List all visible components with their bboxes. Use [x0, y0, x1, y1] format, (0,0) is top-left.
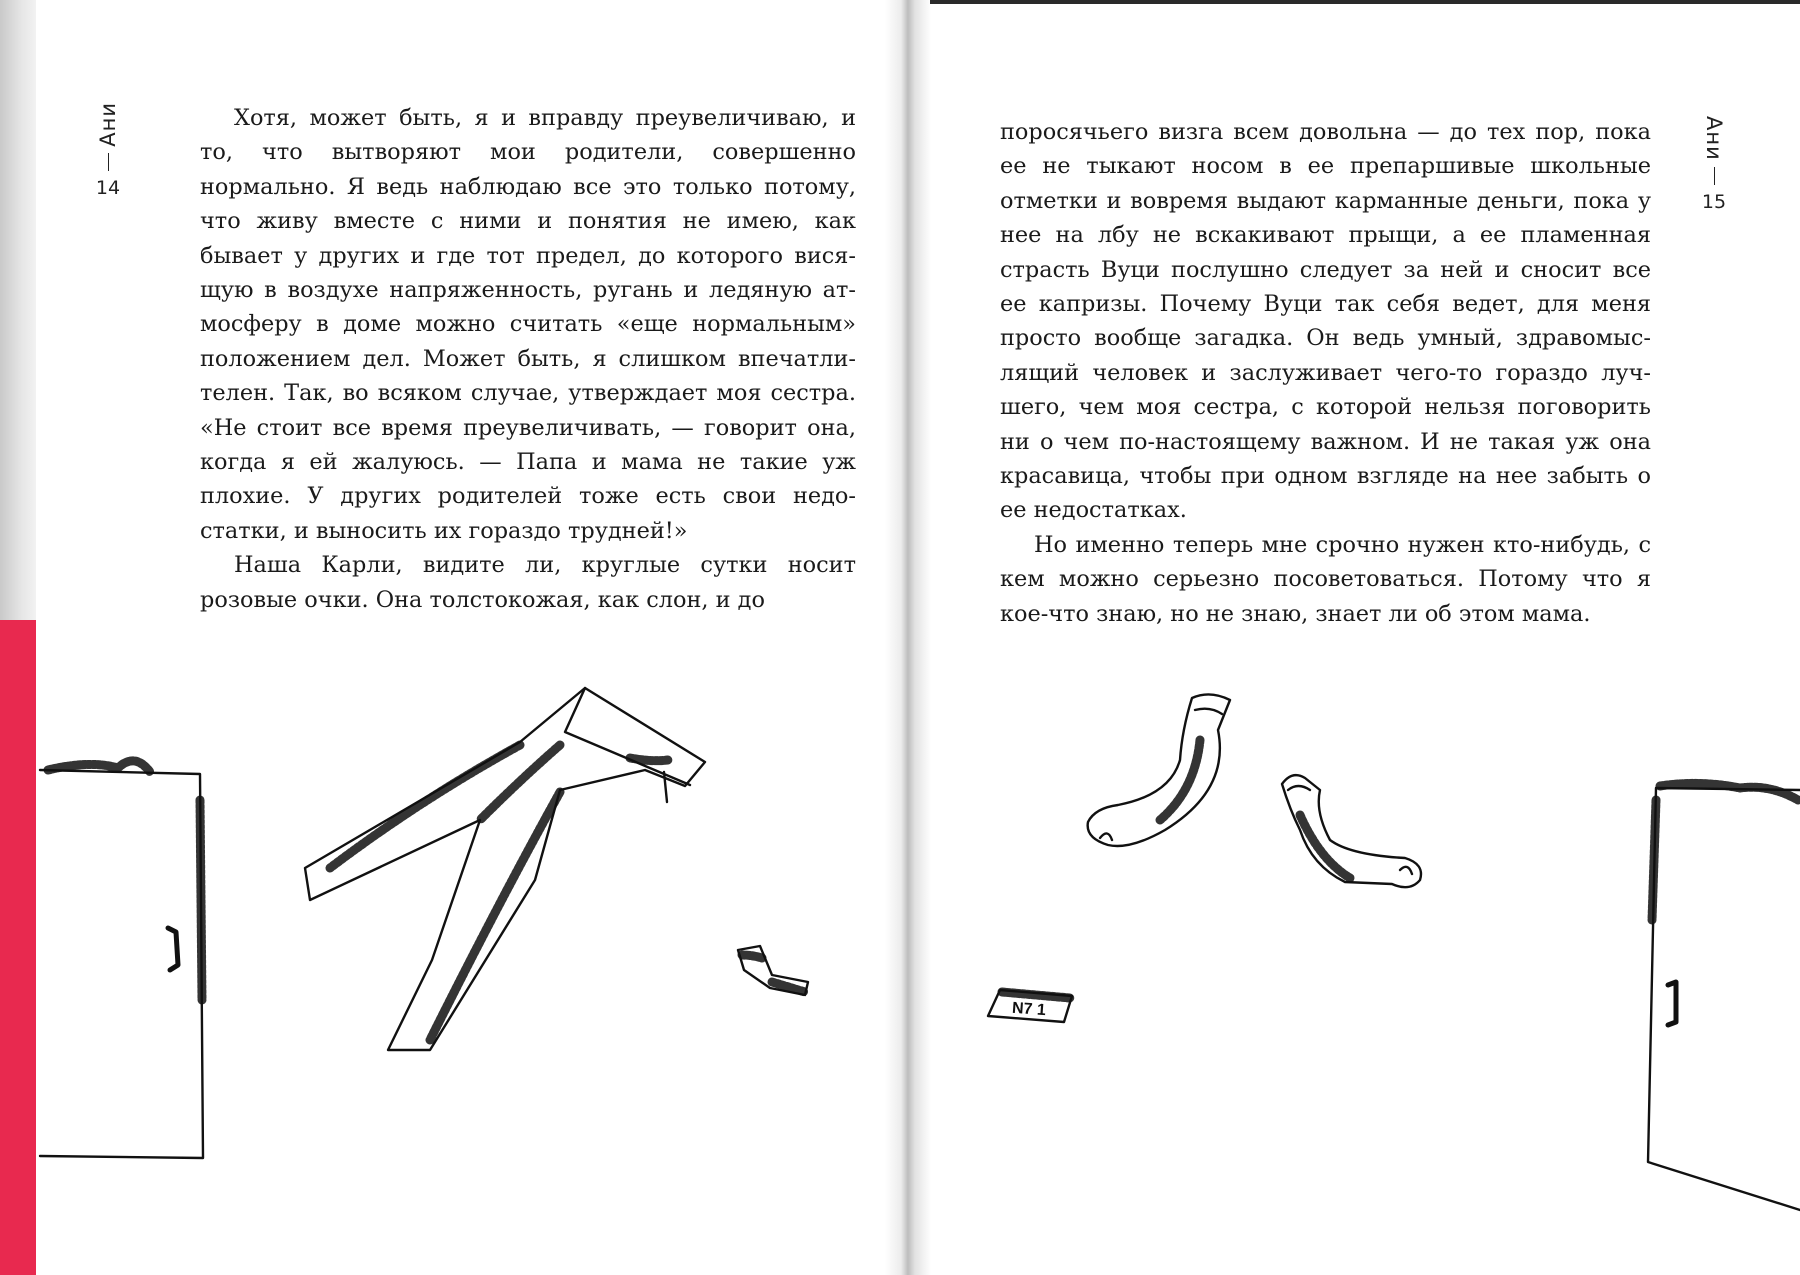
paragraph-continued: поросячьего визга всем довольна — до тех пор, пока ее не тыкают носом в ее препаршивые школьные отметки и вовремя выдают карманные деньги, пока у нее на лбу не вскакивают прыщи, а ее пламенная страсть Вуци послушно следует за ней и сносит все ее капризы. Почему Вуци так себя ведет, для меня просто вообще загадка. Он ведь умный, здравомыслящий человек и заслуживает чего-то гораздо лучшего, чем моя сестра, с которой нельзя поговорить ни о чем по-настоящему важном. И не такая уж она красавица, чтобы при одном взгляде на нее забыть о ее недостатках. [1000, 119, 1651, 524]
running-head-title: Ани [1702, 116, 1726, 161]
book-cover-edge [0, 0, 36, 1275]
running-head-rule [1714, 167, 1715, 185]
paragraph: Хотя, может быть, я и вправду преувеличиваю, и то, что вытворяют мои родители, совершенно нормально. Я ведь наблюдаю все это только потому, что живу вместе с ними и понятия не имею, как бывает у других и где тот предел, до которого висящую в воздухе напряженность, ругань и ледяную атмосферу в доме можно считать «еще нормальным» положением дел. Может быть, я слишком впечатлителен. Так, во всяком случае, утверждает моя сестра. «Не стоит все время преувеличивать, — говорит она, когда я ей жалуюсь. — Папа и мама не такие уж плохие. У других родителей тоже есть свои недостатки, и выносить их гораздо трудней!» [200, 105, 856, 544]
running-head-title: Ани [96, 102, 120, 147]
left-running-head [88, 102, 128, 199]
right-running-head [1694, 116, 1734, 213]
page-number: 14 [95, 176, 121, 199]
running-head-rule [108, 153, 109, 171]
right-page-text [1000, 115, 1651, 631]
ticket-mark: N7 1 [1011, 999, 1047, 1020]
page-number: 15 [1701, 190, 1727, 213]
paragraph: Наша Карли, видите ли, круглые сутки носит розовые очки. Она толстокожая, как слон, и до [200, 552, 856, 613]
left-page-text [200, 101, 856, 617]
paragraph: Но именно теперь мне срочно нужен кто-нибудь, с кем можно серьезно посоветоваться. Потому что я кое-что знаю, но не знаю, знает ли об этом мама. [1000, 531, 1651, 627]
book-gutter [885, 0, 931, 1275]
